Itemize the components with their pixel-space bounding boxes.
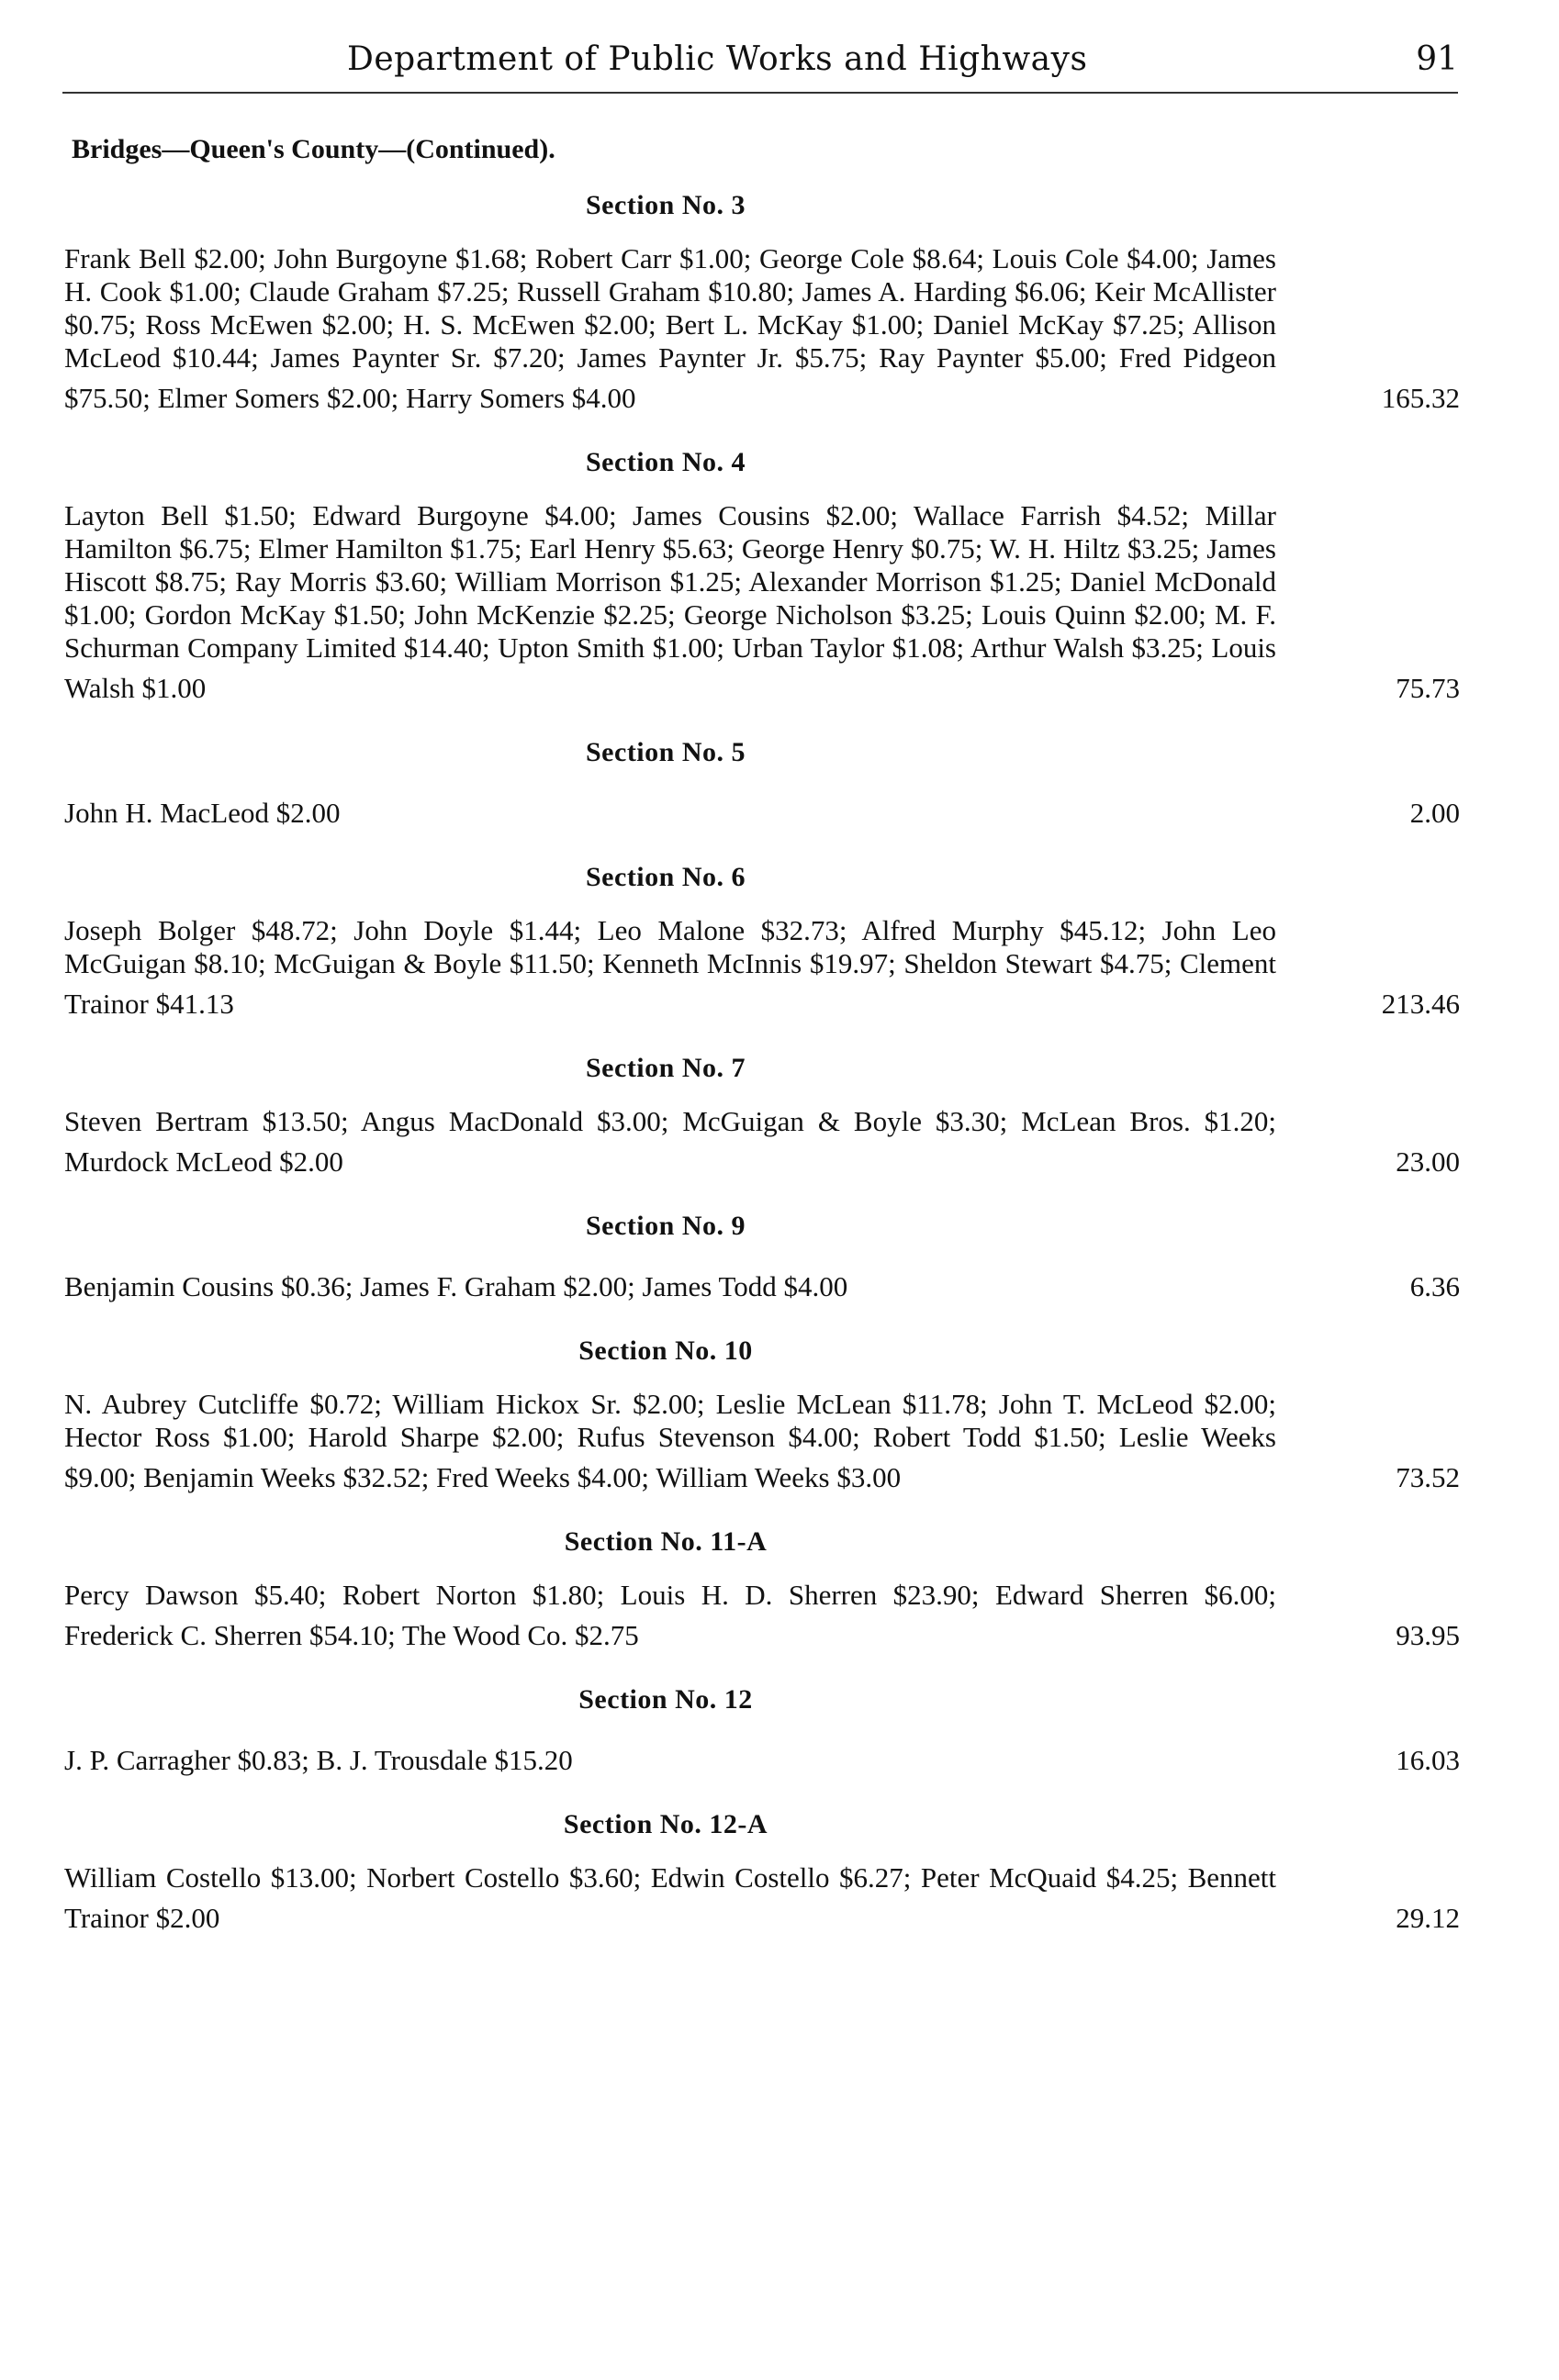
section-entry <box>64 1737 1460 1777</box>
section-payees <box>64 242 1276 415</box>
payee-text: Layton Bell $1.50; Edward Burgoyne $4.00; James Cousins $2.00; Wallace Farrish $4.52; Millar Hamilton $6.75; Elmer Hamilton $1.75; Earl Henry $5.63; George Henry $0.75; W. H. Hiltz $3.25; James Hiscott $8.75; Ray Morris $3.60; William Morrison $1.25; Alexander Morrison $1.25; Daniel McDonald $1.00; Gordon McKay $1.50; John McKenzie $2.25; George Nicholson $3.25; Louis Quinn $2.00; M. F. Schurman Company Limited $14.40; Upton Smith $1.00; Urban Taylor $1.08; Arthur Walsh $3.25; Louis Walsh $1.00 <box>64 499 1276 704</box>
section-payees <box>64 499 1276 705</box>
payee-text: Percy Dawson $5.40; Robert Norton $1.80; Louis H. D. Sherren $23.90; Edward Sherren $6.00; Frederick C. Sherren $54.10; The Wood Co. $2.75 <box>64 1579 1276 1651</box>
section-entry <box>64 499 1460 705</box>
section-block <box>64 173 1460 415</box>
payee-text: Benjamin Cousins $0.36; James F. Graham $2.00; James Todd $4.00 <box>64 1270 853 1302</box>
section-entry <box>64 1579 1460 1652</box>
section-payees <box>64 1388 1276 1494</box>
section-total: 29.12 <box>1396 1902 1460 1934</box>
section-entry <box>64 789 1460 830</box>
section-block <box>64 844 1460 1021</box>
section-entry <box>64 1105 1460 1179</box>
section-heading: Section No. 12 <box>578 1684 753 1715</box>
section-block <box>64 720 1460 830</box>
section-entry <box>64 1861 1460 1935</box>
section-payees <box>64 1263 1276 1303</box>
section-total: 75.73 <box>1396 672 1460 704</box>
section-heading: Section No. 4 <box>586 447 746 477</box>
section-total: 213.46 <box>1381 988 1460 1020</box>
section-payees <box>64 914 1276 1021</box>
section-block <box>64 430 1460 705</box>
section-heading: Section No. 11-A <box>564 1526 768 1557</box>
section-block <box>64 1792 1460 1935</box>
section-heading: Section No. 6 <box>586 862 746 892</box>
section-payees <box>64 1737 1276 1777</box>
section-heading: Section No. 12-A <box>563 1809 768 1839</box>
payee-text: John H. MacLeod $2.00 <box>64 797 345 829</box>
section-heading: Section No. 9 <box>586 1211 746 1241</box>
section-total: 73.52 <box>1396 1461 1460 1493</box>
payee-text: William Costello $13.00; Norbert Costello $3.60; Edwin Costello $6.27; Peter McQuaid $4.25; Bennett Trainor $2.00 <box>64 1861 1276 1934</box>
section-total: 16.03 <box>1396 1744 1460 1776</box>
section-block <box>64 1509 1460 1652</box>
section-block <box>64 1193 1460 1303</box>
payee-text: J. P. Carragher $0.83; B. J. Trousdale $15.20 <box>64 1744 578 1776</box>
section-block <box>64 1667 1460 1777</box>
section-entry <box>64 242 1460 415</box>
payee-text: Frank Bell $2.00; John Burgoyne $1.68; Robert Carr $1.00; George Cole $8.64; Louis Cole $4.00; James H. Cook $1.00; Claude Graham $7.25; Russell Graham $10.80; James A. Harding $6.06; Keir McAllister $0.75; Ross McEwen $2.00; H. S. McEwen $2.00; Bert L. McKay $1.00; Daniel McKay $7.25; Allison McLeod $10.44; James Paynter Sr. $7.20; James Paynter Jr. $5.75; Ray Paynter $5.00; Fred Pidgeon $75.50; Elmer Somers $2.00; Harry Somers $4.00 <box>64 242 1276 414</box>
section-block <box>64 1035 1460 1179</box>
section-total: 165.32 <box>1381 382 1460 414</box>
section-total: 93.95 <box>1396 1619 1460 1651</box>
running-title: Department of Public Works and Highways <box>347 40 1088 78</box>
payee-text: Steven Bertram $13.50; Angus MacDonald $3.00; McGuigan & Boyle $3.30; McLean Bros. $1.20; Murdock McLeod $2.00 <box>64 1105 1276 1178</box>
section-heading: Section No. 3 <box>586 190 746 220</box>
section-entry <box>64 1263 1460 1303</box>
page-number: 91 <box>1416 40 1458 78</box>
section-heading: Section No. 7 <box>586 1053 746 1083</box>
section-entry <box>64 914 1460 1021</box>
section-payees <box>64 1861 1276 1935</box>
section-block <box>64 1318 1460 1494</box>
continued-heading: Bridges—Queen's County—(Continued). <box>72 134 555 164</box>
payee-text: N. Aubrey Cutcliffe $0.72; William Hickox Sr. $2.00; Leslie McLean $11.78; John T. McLeod $2.00; Hector Ross $1.00; Harold Sharpe $2.00; Rufus Stevenson $4.00; Robert Todd $1.50; Leslie Weeks $9.00; Benjamin Weeks $32.52; Fred Weeks $4.00; William Weeks $3.00 <box>64 1388 1276 1493</box>
section-heading: Section No. 5 <box>586 737 746 767</box>
section-total: 6.36 <box>1409 1270 1460 1302</box>
payee-text: Joseph Bolger $48.72; John Doyle $1.44; Leo Malone $32.73; Alfred Murphy $45.12; John Leo McGuigan $8.10; McGuigan & Boyle $11.50; Kenneth McInnis $19.97; Sheldon Stewart $4.75; Clement Trainor $41.13 <box>64 914 1276 1020</box>
section-heading: Section No. 10 <box>578 1335 753 1366</box>
section-payees <box>64 1105 1276 1179</box>
section-payees <box>64 789 1276 830</box>
section-total: 23.00 <box>1396 1145 1460 1178</box>
section-total: 2.00 <box>1409 797 1460 829</box>
running-head <box>62 37 1458 94</box>
section-entry <box>64 1388 1460 1494</box>
sections-list <box>64 173 1460 1950</box>
section-payees <box>64 1579 1276 1652</box>
